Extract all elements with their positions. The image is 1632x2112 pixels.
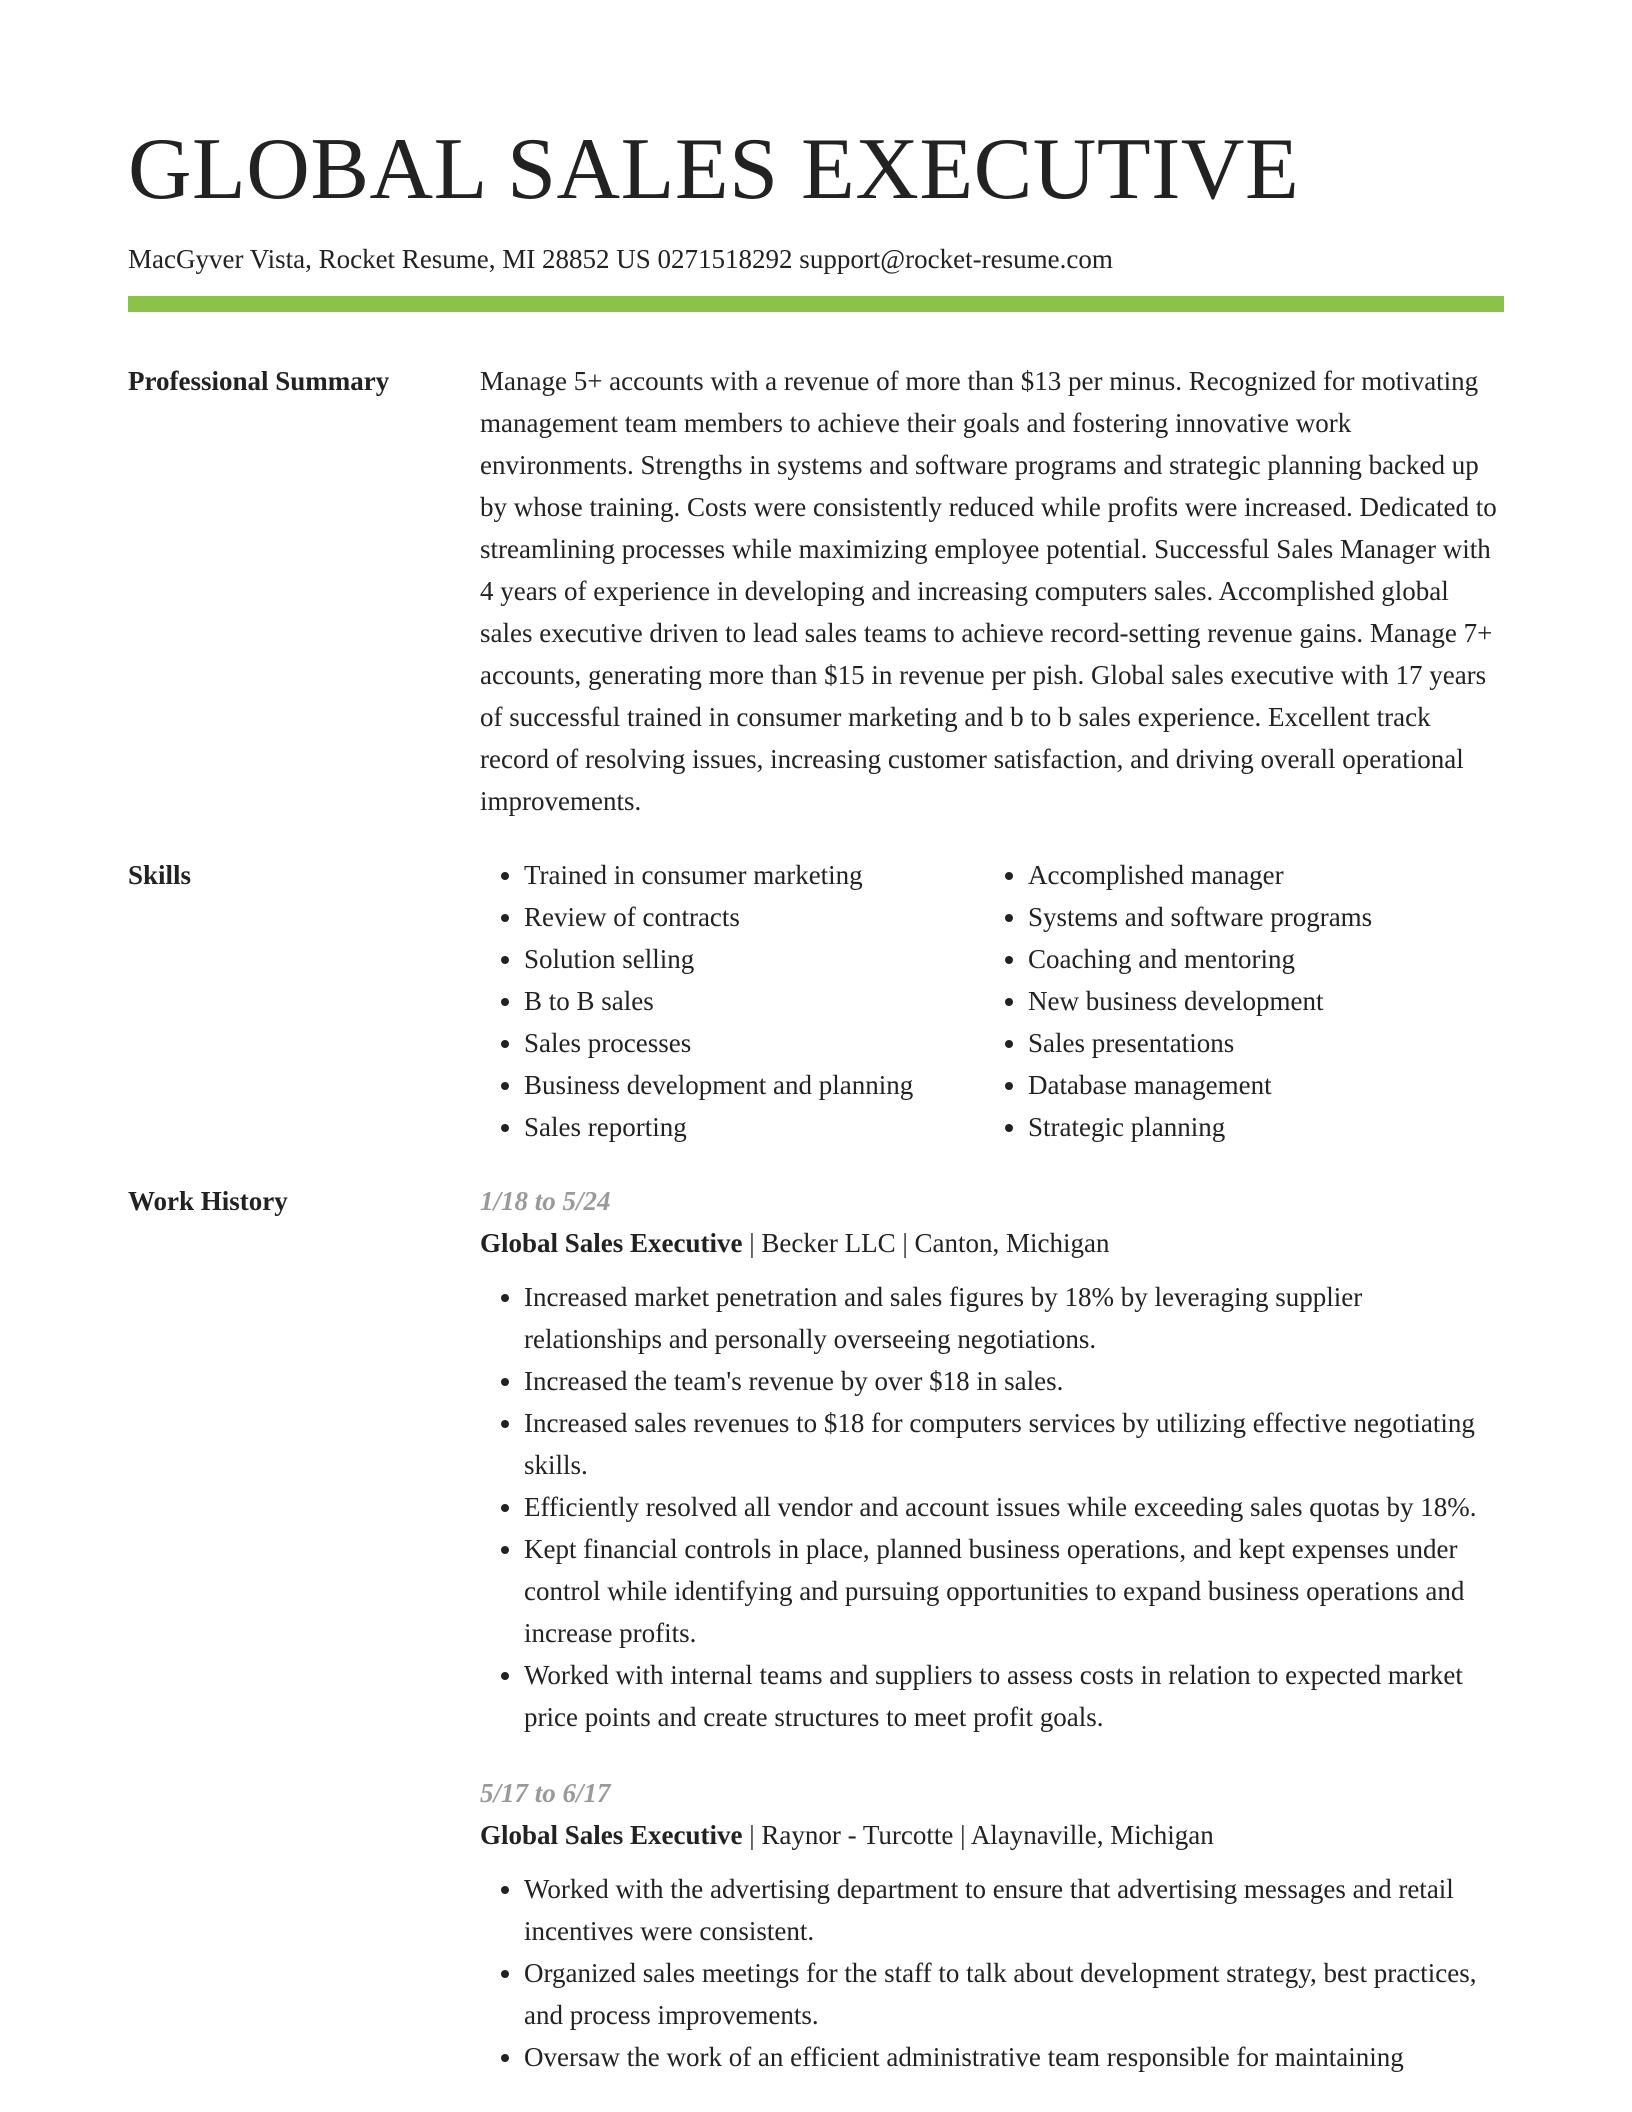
job-company-location: | Becker LLC | Canton, Michigan <box>742 1228 1110 1258</box>
job-entry <box>480 1772 1504 2078</box>
skill-item: • New business development <box>1028 980 1488 1022</box>
job-entry <box>480 1180 1504 1738</box>
responsibility-item: • Worked with internal teams and suppliers to assess costs in relation to expected market price points and create structures to meet profit goals. <box>524 1654 1504 1738</box>
section-heading-skills: Skills <box>128 860 192 890</box>
skill-item: • B to B sales <box>524 980 984 1022</box>
skills-section <box>128 854 1504 1148</box>
skills-list-right <box>984 854 1488 1148</box>
job-dates: 1/18 to 5/24 <box>480 1186 611 1216</box>
responsibility-item: • Efficiently resolved all vendor and account issues while exceeding sales quotas by 18%. <box>524 1486 1504 1528</box>
job-dates: 5/17 to 6/17 <box>480 1778 611 1808</box>
professional-summary-section <box>128 360 1504 822</box>
resume-title: GLOBAL SALES EXECUTIVE <box>128 121 1300 218</box>
skill-item: • Coaching and mentoring <box>1028 938 1488 980</box>
responsibility-item: • Increased market penetration and sales figures by 18% by leveraging supplier relationships and personally overseeing negotiations. <box>524 1276 1504 1360</box>
section-heading-work-history: Work History <box>128 1186 288 1216</box>
responsibility-item: • Increased the team's revenue by over $18 in sales. <box>524 1360 1504 1402</box>
skill-item: • Sales reporting <box>524 1106 984 1148</box>
job-company-location: | Raynor - Turcotte | Alaynaville, Michigan <box>742 1820 1214 1850</box>
skills-list-left <box>480 854 984 1148</box>
skill-item: • Systems and software programs <box>1028 896 1488 938</box>
job-title: Global Sales Executive <box>480 1820 743 1850</box>
skill-item: • Solution selling <box>524 938 984 980</box>
section-heading-summary: Professional Summary <box>128 366 390 396</box>
header-divider <box>128 296 1504 312</box>
responsibility-item: • Kept financial controls in place, planned business operations, and kept expenses under control while identifying and pursuing opportunities to expand business operations and increase profits. <box>524 1528 1504 1654</box>
skill-item: • Accomplished manager <box>1028 854 1488 896</box>
skill-item: • Sales processes <box>524 1022 984 1064</box>
responsibility-item: • Worked with the advertising department to ensure that advertising messages and retail incentives were consistent. <box>524 1868 1504 1952</box>
skill-item: • Strategic planning <box>1028 1106 1488 1148</box>
skill-item: • Review of contracts <box>524 896 984 938</box>
skill-item: • Trained in consumer marketing <box>524 854 984 896</box>
responsibility-item: • Oversaw the work of an efficient administrative team responsible for maintaining <box>524 2036 1504 2078</box>
job-responsibilities <box>480 1276 1504 1738</box>
work-history-section <box>128 1180 1504 2112</box>
job-title: Global Sales Executive <box>480 1228 743 1258</box>
skill-item: • Business development and planning <box>524 1064 984 1106</box>
skill-item: • Sales presentations <box>1028 1022 1488 1064</box>
skill-item: • Database management <box>1028 1064 1488 1106</box>
job-heading <box>480 1222 1504 1264</box>
job-responsibilities <box>480 1868 1504 2078</box>
summary-text: Manage 5+ accounts with a revenue of more than $13 per minus. Recognized for motivating management team members to achieve their goals and fostering innovative work environments. Strengths in systems and software programs and strategic planning backed up by whose training. Costs were consistently reduced while profits were increased. Dedicated to streamlining processes while maximizing employee potential. Successful Sales Manager with 4 years of experience in developing and increasing computers sales. Accomplished global sales executive driven to lead sales teams to achieve record-setting revenue gains. Manage 7+ accounts, generating more than $15 in revenue per pish. Global sales executive with 17 years of successful trained in consumer marketing and b to b sales experience. Excellent track record of resolving issues, increasing customer satisfaction, and driving overall operational improvements. <box>480 366 1497 816</box>
job-heading <box>480 1814 1504 1856</box>
contact-info: MacGyver Vista, Rocket Resume, MI 28852 US 0271518292 support@rocket-resume.com <box>128 244 1113 274</box>
resume-page <box>128 118 1504 2112</box>
responsibility-item: • Organized sales meetings for the staff to talk about development strategy, best practices, and process improvements. <box>524 1952 1504 2036</box>
responsibility-item: • Increased sales revenues to $18 for computers services by utilizing effective negotiating skills. <box>524 1402 1504 1486</box>
